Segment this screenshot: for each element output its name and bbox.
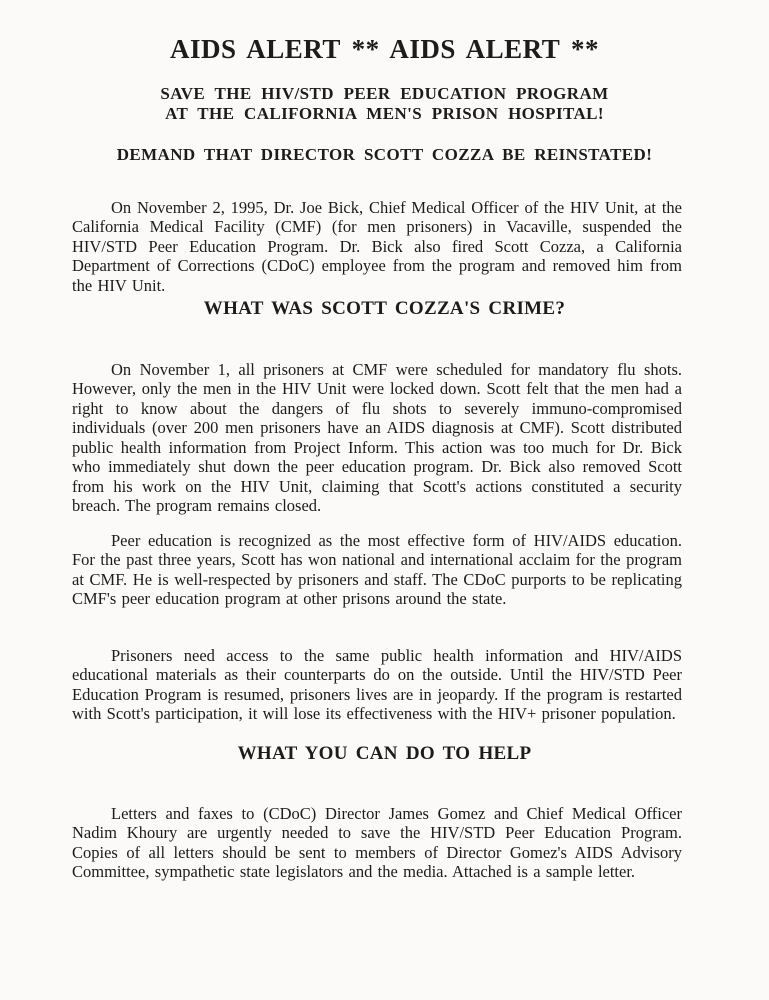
section-heading-help: WHAT YOU CAN DO TO HELP — [237, 743, 532, 764]
subtitle-line-2: AT THE CALIFORNIA MEN'S PRISON HOSPITAL! — [165, 104, 604, 123]
paragraph-suspension: On November 2, 1995, Dr. Joe Bick, Chief Medical Officer of the HIV Unit, at the California Medical Facility (CMF) (for men prisoners) in Vacaville, suspended the HIV/STD Peer Education Program. Dr. Bick also fired Scott Cozza, a California Department of Corrections (CDoC) employee from the program and removed him from the HIV Unit. — [72, 197, 682, 295]
paragraph-flu-shots: On November 1, all prisoners at CMF were scheduled for mandatory flu shots. However, only the men in the HIV Unit were locked down. Scott felt that the men had a right to know about the dangers of flu shots to severely immuno-compromised individuals (over 200 men prisoners have an AIDS diagnosis at CMF). Scott distributed public health information from Project Inform. This action was too much for Dr. Bick who immediately shut down the peer education program. Dr. Bick also removed Scott from his work on the HIV Unit, claiming that Scott's actions constituted a security breach. The program remains closed. — [72, 359, 682, 515]
document-title: AIDS ALERT ** AIDS ALERT ** — [170, 34, 599, 64]
demand-heading: DEMAND THAT DIRECTOR SCOTT COZZA BE REINSTATED! — [116, 145, 653, 164]
subtitle-line-1: SAVE THE HIV/STD PEER EDUCATION PROGRAM — [160, 84, 609, 103]
paragraph-peer-education: Peer education is recognized as the most effective form of HIV/AIDS education. For the past three years, Scott has won national and international acclaim for the program at CMF. He is well-respected by prisoners and staff. The CDoC purports to be replicating CMF's peer education program at other prisons around the state. — [72, 530, 682, 608]
paragraph-prisoner-access: Prisoners need access to the same public health information and HIV/AIDS educational materials as their counterparts do on the outside. Until the HIV/STD Peer Education Program is resumed, prisoners lives are in jeopardy. If the program is restarted with Scott's participation, it will lose its effectiveness with the HIV+ prisoner population. — [72, 645, 682, 723]
paragraph-letters: Letters and faxes to (CDoC) Director James Gomez and Chief Medical Officer Nadim Khoury are urgently needed to save the HIV/STD Peer Education Program. Copies of all letters should be sent to members of Director Gomez's AIDS Advisory Committee, sympathetic state legislators and the media. Attached is a sample letter. — [72, 803, 682, 881]
section-heading-crime: WHAT WAS SCOTT COZZA'S CRIME? — [203, 298, 566, 319]
